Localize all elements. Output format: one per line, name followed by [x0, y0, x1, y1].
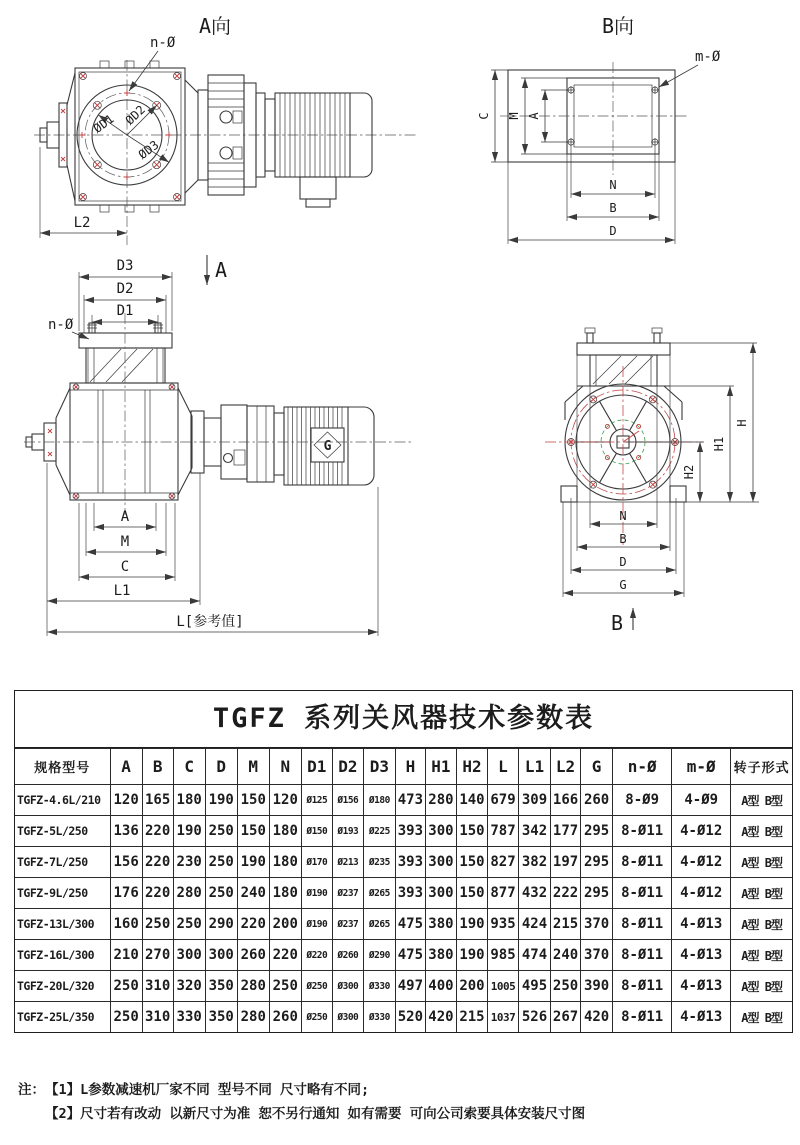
svg-text:G: G: [323, 439, 332, 454]
dim-label-phid3: ØD3: [135, 137, 162, 162]
table-cell: Ø237: [332, 909, 363, 940]
table-cell: TGFZ-5L/250: [15, 816, 110, 847]
table-cell: 150: [456, 878, 487, 909]
table-cell: 165: [142, 785, 173, 816]
table-cell: A型 B型: [731, 909, 792, 940]
table-cell: Ø190: [301, 878, 332, 909]
table-cell: 220: [142, 816, 173, 847]
table-cell: Ø250: [301, 1002, 332, 1033]
table-cell: 190: [237, 847, 269, 878]
table-cell: TGFZ-4.6L/210: [15, 785, 110, 816]
table-cell: Ø180: [363, 785, 395, 816]
table-cell: A型 B型: [731, 971, 792, 1002]
column-header: m-Ø: [672, 749, 731, 785]
table-cell: 370: [581, 940, 613, 971]
table-cell: 136: [110, 816, 142, 847]
table-cell: 475: [395, 940, 425, 971]
column-header: D: [205, 749, 237, 785]
dim-label-m-front: M: [120, 534, 130, 550]
table-cell: 350: [205, 1002, 237, 1033]
table-cell: Ø290: [363, 940, 395, 971]
table-cell: 222: [551, 878, 581, 909]
table-cell: Ø300: [332, 971, 363, 1002]
view-b-drawing: [455, 5, 800, 260]
table-cell: 393: [395, 878, 425, 909]
table-cell: 4-Ø12: [672, 816, 731, 847]
table-cell: 320: [173, 971, 205, 1002]
table-cell: 220: [142, 847, 173, 878]
dim-label-l1: L1: [113, 583, 131, 599]
table-cell: A型 B型: [731, 847, 792, 878]
table-cell: 190: [173, 816, 205, 847]
table-cell: 250: [142, 909, 173, 940]
table-cell: Ø250: [301, 971, 332, 1002]
table-cell: 330: [173, 1002, 205, 1033]
table-cell: 215: [456, 1002, 487, 1033]
table-cell: 180: [269, 847, 301, 878]
table-cell: Ø330: [363, 1002, 395, 1033]
dim-label-g: G: [619, 578, 627, 592]
table-cell: 1037: [487, 1002, 518, 1033]
table-cell: 220: [237, 909, 269, 940]
table-cell: 260: [237, 940, 269, 971]
table-cell: 200: [456, 971, 487, 1002]
table-cell: 787: [487, 816, 518, 847]
table-cell: A型 B型: [731, 1002, 792, 1033]
column-header: n-Ø: [613, 749, 672, 785]
dim-label-n-side: N: [619, 509, 627, 523]
table-cell: Ø225: [363, 816, 395, 847]
table-cell: Ø265: [363, 909, 395, 940]
note-line: [18, 1078, 585, 1102]
table-cell: 295: [581, 878, 613, 909]
table-cell: 180: [269, 816, 301, 847]
table-cell: 309: [519, 785, 551, 816]
table-cell: Ø235: [363, 847, 395, 878]
table-cell: 679: [487, 785, 518, 816]
column-header: G: [581, 749, 613, 785]
table-cell: Ø125: [301, 785, 332, 816]
table-cell: 985: [487, 940, 518, 971]
table-cell: 400: [425, 971, 456, 1002]
table-cell: 370: [581, 909, 613, 940]
table-cell: 4-Ø12: [672, 878, 731, 909]
table-cell: 8-Ø9: [613, 785, 672, 816]
table-cell: 160: [110, 909, 142, 940]
column-header: M: [237, 749, 269, 785]
table-cell: 200: [269, 909, 301, 940]
table-cell: 280: [237, 971, 269, 1002]
table-cell: 935: [487, 909, 518, 940]
front-view-drawing: [10, 253, 450, 649]
view-a-title: A向: [198, 14, 232, 38]
table-cell: 8-Ø11: [613, 909, 672, 940]
table-cell: 474: [519, 940, 551, 971]
dim-label-a: A: [527, 112, 541, 120]
column-header: B: [142, 749, 173, 785]
table-cell: 877: [487, 878, 518, 909]
table-cell: 250: [551, 971, 581, 1002]
table-row: [15, 878, 792, 909]
table-cell: 393: [395, 816, 425, 847]
dim-label-mphi: m-Ø: [695, 49, 721, 65]
flange-group: [77, 85, 177, 185]
table-cell: A型 B型: [731, 878, 792, 909]
column-header: N: [269, 749, 301, 785]
table-cell: 250: [110, 1002, 142, 1033]
table-cell: 1005: [487, 971, 518, 1002]
footnotes: [18, 1078, 585, 1126]
dim-label-d-side: D: [619, 555, 627, 569]
table-row: [15, 816, 792, 847]
table-cell: 280: [173, 878, 205, 909]
side-view-drawing: [525, 308, 800, 645]
table-cell: 220: [142, 878, 173, 909]
dim-label-b-side: B: [619, 532, 627, 546]
table-cell: 150: [456, 847, 487, 878]
table-cell: 393: [395, 847, 425, 878]
table-cell: TGFZ-7L/250: [15, 847, 110, 878]
gearmotor-group: [185, 75, 372, 207]
note-text: 【1】L参数减速机厂家不同 型号不同 尺寸略有不同;: [45, 1082, 370, 1098]
section-b-label: B: [611, 611, 624, 635]
table-cell: Ø193: [332, 816, 363, 847]
table-cell: 380: [425, 940, 456, 971]
table-cell: 342: [519, 816, 551, 847]
table-cell: 267: [551, 1002, 581, 1033]
table-cell: 380: [425, 909, 456, 940]
table-cell: 420: [581, 1002, 613, 1033]
table-cell: 190: [456, 909, 487, 940]
table-cell: 295: [581, 847, 613, 878]
table-cell: 150: [237, 816, 269, 847]
spec-table: [14, 690, 793, 1033]
table-cell: 432: [519, 878, 551, 909]
table-cell: 4-Ø13: [672, 940, 731, 971]
table-cell: 140: [456, 785, 487, 816]
table-cell: 310: [142, 1002, 173, 1033]
table-cell: 250: [205, 878, 237, 909]
column-header: H1: [425, 749, 456, 785]
table-cell: 473: [395, 785, 425, 816]
table-cell: 390: [581, 971, 613, 1002]
dim-label-c-front: C: [120, 559, 130, 575]
table-row: [15, 909, 792, 940]
spec-table-header: [15, 749, 792, 785]
note-line: [45, 1102, 585, 1126]
column-header: L: [487, 749, 518, 785]
table-cell: Ø170: [301, 847, 332, 878]
side-flange-group: [565, 328, 682, 420]
table-cell: 250: [205, 847, 237, 878]
table-cell: 300: [425, 847, 456, 878]
table-cell: Ø190: [301, 909, 332, 940]
table-cell: 215: [551, 909, 581, 940]
table-cell: 310: [142, 971, 173, 1002]
view-a-drawing: [30, 5, 420, 250]
table-cell: 475: [395, 909, 425, 940]
table-cell: 300: [425, 816, 456, 847]
table-cell: 120: [269, 785, 301, 816]
table-cell: 8-Ø11: [613, 847, 672, 878]
table-cell: 8-Ø11: [613, 940, 672, 971]
table-cell: 495: [519, 971, 551, 1002]
table-cell: 350: [205, 971, 237, 1002]
dim-label-lref: L[参考值]: [176, 614, 244, 630]
column-header: D1: [301, 749, 332, 785]
table-row: [15, 785, 792, 816]
table-row: [15, 971, 792, 1002]
dim-label-d: D: [609, 224, 617, 238]
column-header: 转子形式: [731, 749, 792, 785]
table-cell: 497: [395, 971, 425, 1002]
table-cell: Ø300: [332, 1002, 363, 1033]
table-cell: 300: [425, 878, 456, 909]
dim-label-phid1: ØD1: [90, 111, 117, 136]
table-cell: Ø237: [332, 878, 363, 909]
table-cell: 250: [110, 971, 142, 1002]
dim-label-nphi: n-Ø: [150, 35, 176, 51]
table-cell: 190: [205, 785, 237, 816]
table-cell: 526: [519, 1002, 551, 1033]
table-cell: 290: [205, 909, 237, 940]
table-cell: 250: [205, 816, 237, 847]
table-cell: 230: [173, 847, 205, 878]
column-header: H2: [456, 749, 487, 785]
dim-label-h: H: [735, 419, 749, 427]
dim-label-d2: D2: [116, 281, 134, 297]
table-cell: Ø220: [301, 940, 332, 971]
column-header: L2: [551, 749, 581, 785]
table-cell: 300: [205, 940, 237, 971]
dim-label-d3: D3: [116, 258, 134, 274]
dim-label-phid2: ØD2: [122, 102, 148, 128]
table-cell: 300: [173, 940, 205, 971]
column-header: 规格型号: [15, 749, 110, 785]
table-cell: 210: [110, 940, 142, 971]
dim-label-h1: H1: [712, 436, 726, 452]
dim-label-m: M: [507, 112, 521, 120]
note-prefix: 注：: [18, 1082, 45, 1098]
table-cell: 240: [237, 878, 269, 909]
table-cell: 176: [110, 878, 142, 909]
column-header: D2: [332, 749, 363, 785]
table-cell: TGFZ-16L/300: [15, 940, 110, 971]
table-cell: 220: [269, 940, 301, 971]
table-cell: 827: [487, 847, 518, 878]
dim-label-n: N: [609, 178, 617, 192]
table-cell: 424: [519, 909, 551, 940]
table-cell: 240: [551, 940, 581, 971]
table-cell: 120: [110, 785, 142, 816]
table-cell: 8-Ø11: [613, 878, 672, 909]
table-cell: 4-Ø12: [672, 847, 731, 878]
table-cell: 270: [142, 940, 173, 971]
table-cell: 4-Ø13: [672, 1002, 731, 1033]
table-cell: 4-Ø13: [672, 909, 731, 940]
table-cell: 150: [237, 785, 269, 816]
dim-label-b: B: [609, 201, 617, 215]
table-cell: A型 B型: [731, 816, 792, 847]
dim-label-a-front: A: [120, 509, 130, 525]
table-cell: 280: [237, 1002, 269, 1033]
table-cell: TGFZ-25L/350: [15, 1002, 110, 1033]
table-cell: Ø260: [332, 940, 363, 971]
dim-label-c: C: [477, 112, 491, 120]
column-header: A: [110, 749, 142, 785]
table-cell: 4-Ø9: [672, 785, 731, 816]
table-row: [15, 1002, 792, 1033]
spec-table-title: TGFZ 系列关风器技术参数表: [15, 691, 792, 748]
table-cell: 250: [173, 909, 205, 940]
table-cell: Ø150: [301, 816, 332, 847]
section-a-label: A: [215, 258, 228, 282]
dim-label-l2: L2: [73, 215, 91, 231]
table-cell: 420: [425, 1002, 456, 1033]
table-cell: 295: [581, 816, 613, 847]
dim-label-d1: D1: [116, 303, 134, 319]
table-cell: A型 B型: [731, 785, 792, 816]
table-cell: 4-Ø13: [672, 971, 731, 1002]
header-row: [15, 749, 792, 785]
drive-train-group: [178, 388, 374, 495]
table-cell: 8-Ø11: [613, 1002, 672, 1033]
table-cell: 180: [173, 785, 205, 816]
table-cell: 280: [425, 785, 456, 816]
table-cell: TGFZ-9L/250: [15, 878, 110, 909]
table-row: [15, 940, 792, 971]
table-cell: 156: [110, 847, 142, 878]
table-cell: TGFZ-13L/300: [15, 909, 110, 940]
table-cell: A型 B型: [731, 940, 792, 971]
table-cell: 177: [551, 816, 581, 847]
table-cell: Ø330: [363, 971, 395, 1002]
table-cell: 250: [269, 971, 301, 1002]
table-cell: 520: [395, 1002, 425, 1033]
column-header: L1: [519, 749, 551, 785]
column-header: H: [395, 749, 425, 785]
table-cell: 8-Ø11: [613, 816, 672, 847]
view-b-title: B向: [601, 14, 635, 38]
table-row: [15, 847, 792, 878]
table-cell: Ø265: [363, 878, 395, 909]
valve-body-front-group: [70, 383, 178, 500]
table-cell: Ø213: [332, 847, 363, 878]
table-cell: 382: [519, 847, 551, 878]
table-cell: 260: [269, 1002, 301, 1033]
dim-label-nphi-front: n-Ø: [48, 317, 74, 333]
table-cell: 8-Ø11: [613, 971, 672, 1002]
rotor-group: [561, 384, 686, 502]
table-cell: 190: [456, 940, 487, 971]
column-header: D3: [363, 749, 395, 785]
note-text: 【2】尺寸若有改动 以新尺寸为准 恕不另行通知 如有需要 可向公司索要具体安装尺寸图: [45, 1106, 586, 1122]
table-cell: 180: [269, 878, 301, 909]
table-cell: 166: [551, 785, 581, 816]
table-cell: Ø156: [332, 785, 363, 816]
table-cell: TGFZ-20L/320: [15, 971, 110, 1002]
shaft-front-group: [26, 388, 70, 495]
shaft-group: [40, 73, 75, 201]
table-cell: 260: [581, 785, 613, 816]
table-cell: 150: [456, 816, 487, 847]
spec-table-body: [15, 785, 792, 1033]
table-cell: 197: [551, 847, 581, 878]
dim-label-h2: H2: [682, 464, 696, 480]
column-header: C: [173, 749, 205, 785]
